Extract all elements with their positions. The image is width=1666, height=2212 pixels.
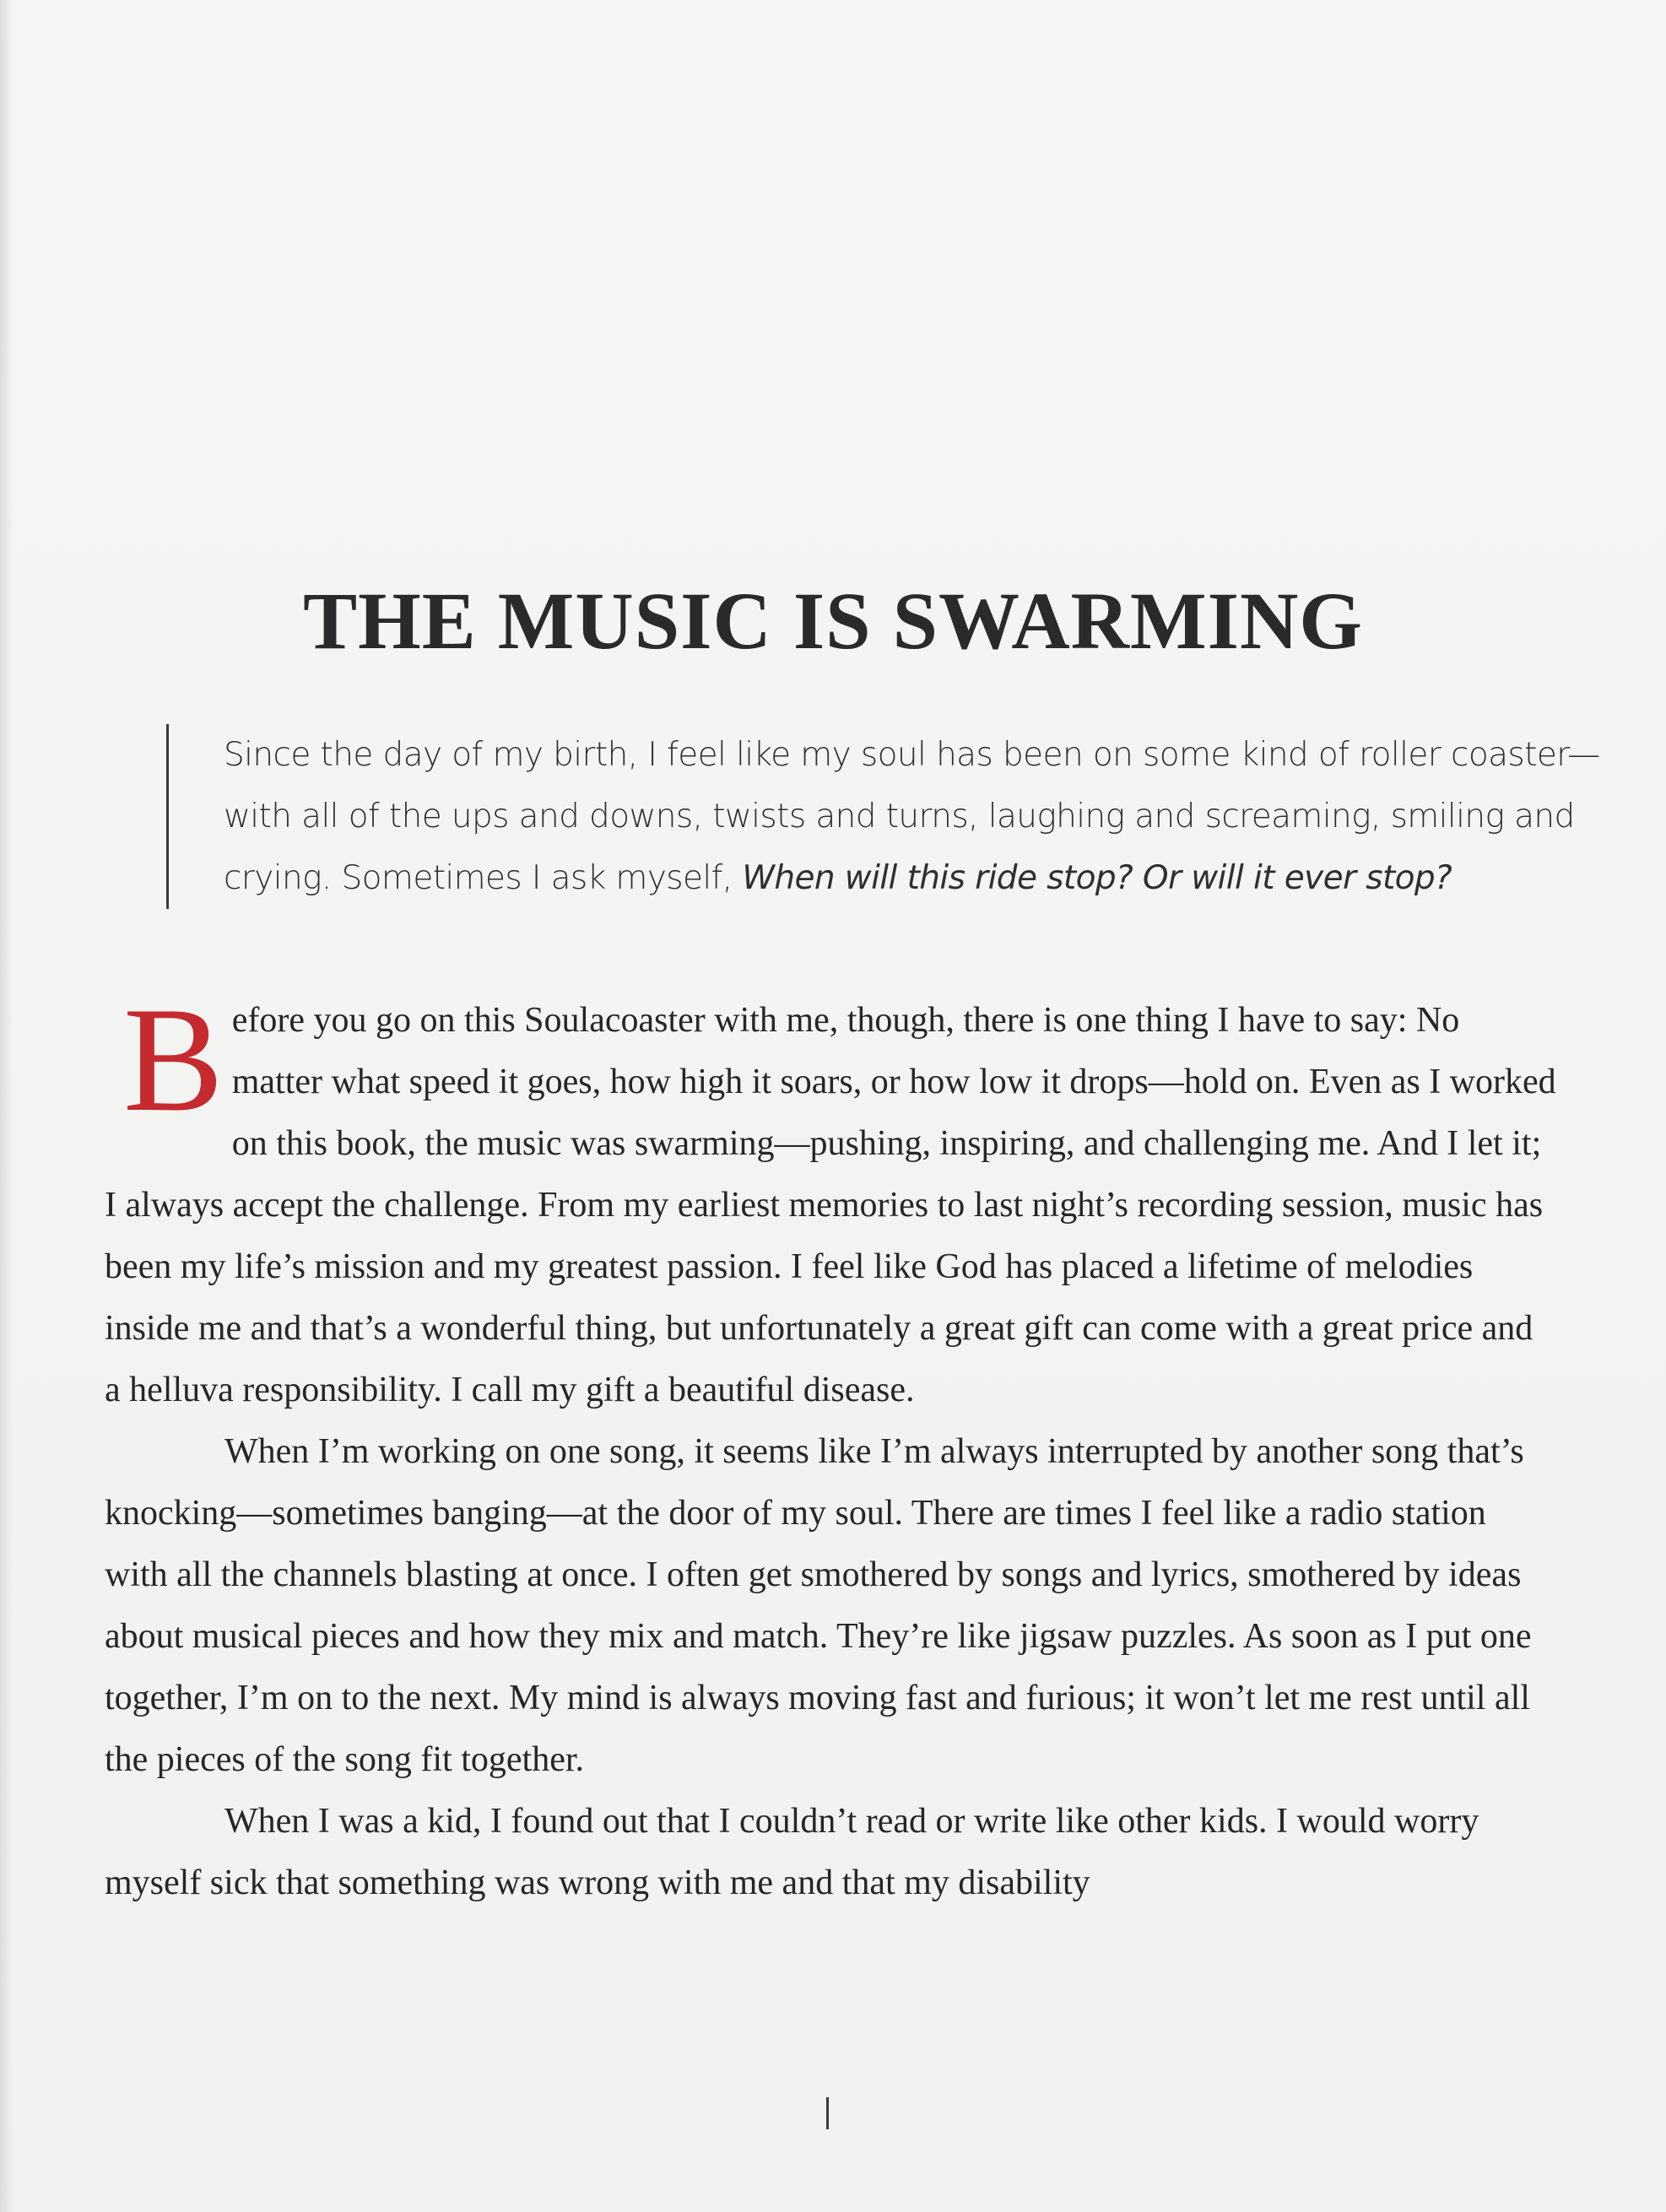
paragraph-1-text: efore you go on this Soulacoaster with me, though, there is one thing I have to say: No matter what speed it goes, how high it soars, or how low it drops—hold on. Even as I worked on this book, the music was swarming—pushing, inspiring, and challenging me. And I let it; I always accept the challenge. From my earliest memories to last night’s recording session, music has been my life’s mission and my greatest passion. I feel like God has placed a lifetime of melodies inside me and that’s a wonderful thing, but unfortunately a great gift can come with a great price and a helluva responsibility. I call my gift a beautiful disease. (105, 1001, 1556, 1409)
paragraph-1 (105, 976, 1556, 1421)
epigraph-text: Since the day of my birth, I feel like my soul has been on some kind of roller coaster—with all of the ups and downs, twists and turns, laughing and screaming, smiling and crying. Sometimes I ask myself, (224, 736, 1600, 897)
epigraph-italic: When will this ride stop? Or will it ever stop? (742, 859, 1452, 897)
body-text (105, 976, 1556, 1914)
paragraph-3: When I was a kid, I found out that I couldn’t read or write like other kids. I would worry myself sick that something was wrong with me and that my disability (105, 1802, 1479, 1902)
page-number (826, 2097, 829, 2129)
epigraph (166, 724, 1608, 909)
chapter-title: THE MUSIC IS SWARMING (303, 576, 1363, 666)
drop-cap: B (123, 976, 224, 1143)
paragraph-2: When I’m working on one song, it seems like I’m always interrupted by another song that’s knocking—sometimes banging—at the door of my soul. There are times I feel like a radio station with all the channels blasting at once. I often get smothered by songs and lyrics, smothered by ideas about musical pieces and how they mix and match. They’re like jigsaw puzzles. As soon as I put one together, I’m on to the next. My mind is always moving fast and furious; it won’t let me rest until all the pieces of the song fit together. (105, 1432, 1532, 1779)
spine-shadow (0, 0, 14, 2212)
